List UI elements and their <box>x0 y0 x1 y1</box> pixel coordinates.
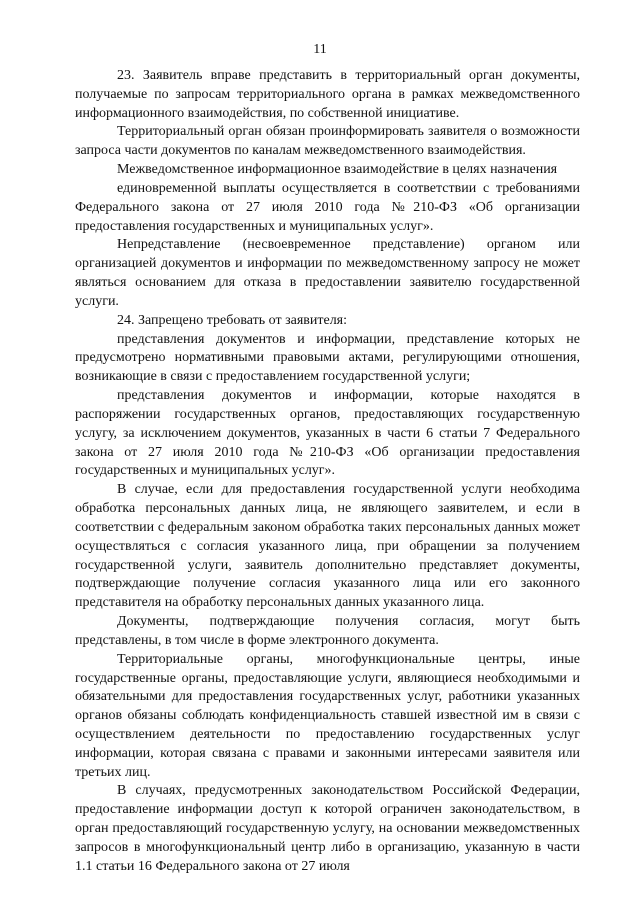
paragraph-documents-not-required: представления документов и информации, представление которых не предусмотрено нормативными правовыми актами, регулирующими отношения, возникающие в связи с предоставлением государственной услуги; <box>75 331 580 385</box>
paragraph-24-prohibited: 24. Запрещено требовать от заявителя: <box>117 312 348 328</box>
paragraph-documents-held-by-state: представления документов и информации, которые находятся в распоряжении государственных органов, предоставляющих государственную услугу, за исключением документов, указанных в части 6 статьи 7 Федерального закона от 27 июля 2010 года №210-ФЗ «Об организации предоставления государственных и муниципальных услуг». <box>75 388 580 479</box>
paragraph-23-submission-right: 23. Заявитель вправе представить в территориальный орган документы, получаемые по запросам территориального органа в рамках межведомственного информационного взаимодействия, по собственной инициативе. <box>75 68 580 121</box>
paragraph-personal-data-consent: В случае, если для предоставления государственной услуги необходима обработка персональных данных лица, не являющего заявителем, и если в соответствии с федеральным законом обработка таких персональных данных может осуществляться с согласия указанного лица, при обращении за получением государственной услуги, заявитель дополнительно представляет документы, подтверждающие получение согласия указанного лица или его законного представителя на обработку персональных данных указанного лица. <box>75 482 580 611</box>
paragraph-non-submission: Непредставление (несвоевременное представление) органом или организацией документов и информации по межведомственному запросу не может являться основанием для отказа в предоставлении заявителю государственной услуги. <box>75 237 580 309</box>
paragraph-interagency-interaction: Межведомственное информационное взаимодействие в целях назначения <box>117 162 558 178</box>
paragraph-consent-documents: Документы, подтверждающие получения согласия, могут быть представлены, в том числе в форме электронного документа. <box>75 614 580 648</box>
paragraph-lump-sum-payment: единовременной выплаты осуществляется в соответствии с требованиями Федерального закона от 27 июля 2010 года №210-ФЗ «Об организации предоставления государственных и муниципальных услуг». <box>75 180 580 234</box>
paragraph-territorial-body-duty: Территориальный орган обязан проинформировать заявителя о возможности запроса части документов по каналам межведомственного взаимодействия. <box>75 124 580 159</box>
paragraph-restricted-information: В случаях, предусмотренных законодательством Российской Федерации, предоставление информации доступ к которой ограничен законодательством, в орган предоставляющий государственную услугу, на основании межведомственных запросов в многофункциональный центр либо в организацию, указанную в части 1.1 статьи 16 Федерального закона от 27 июля <box>75 783 580 874</box>
paragraph-confidentiality: Территориальные органы, многофункциональные центры, иные государственные органы, предоставляющие услуги, являющиеся необходимыми и обязательными для предоставления государственных услуг, работники указанных органов обязаны соблюдать конфиденциальность ставшей известной им в связи с осуществлением деятельности по предоставлению государственных услуг информации, которая связана с правами и законными интересами заявителя или третьих лиц. <box>75 651 580 780</box>
page-number: 11 <box>313 42 327 57</box>
document-body <box>75 67 580 877</box>
